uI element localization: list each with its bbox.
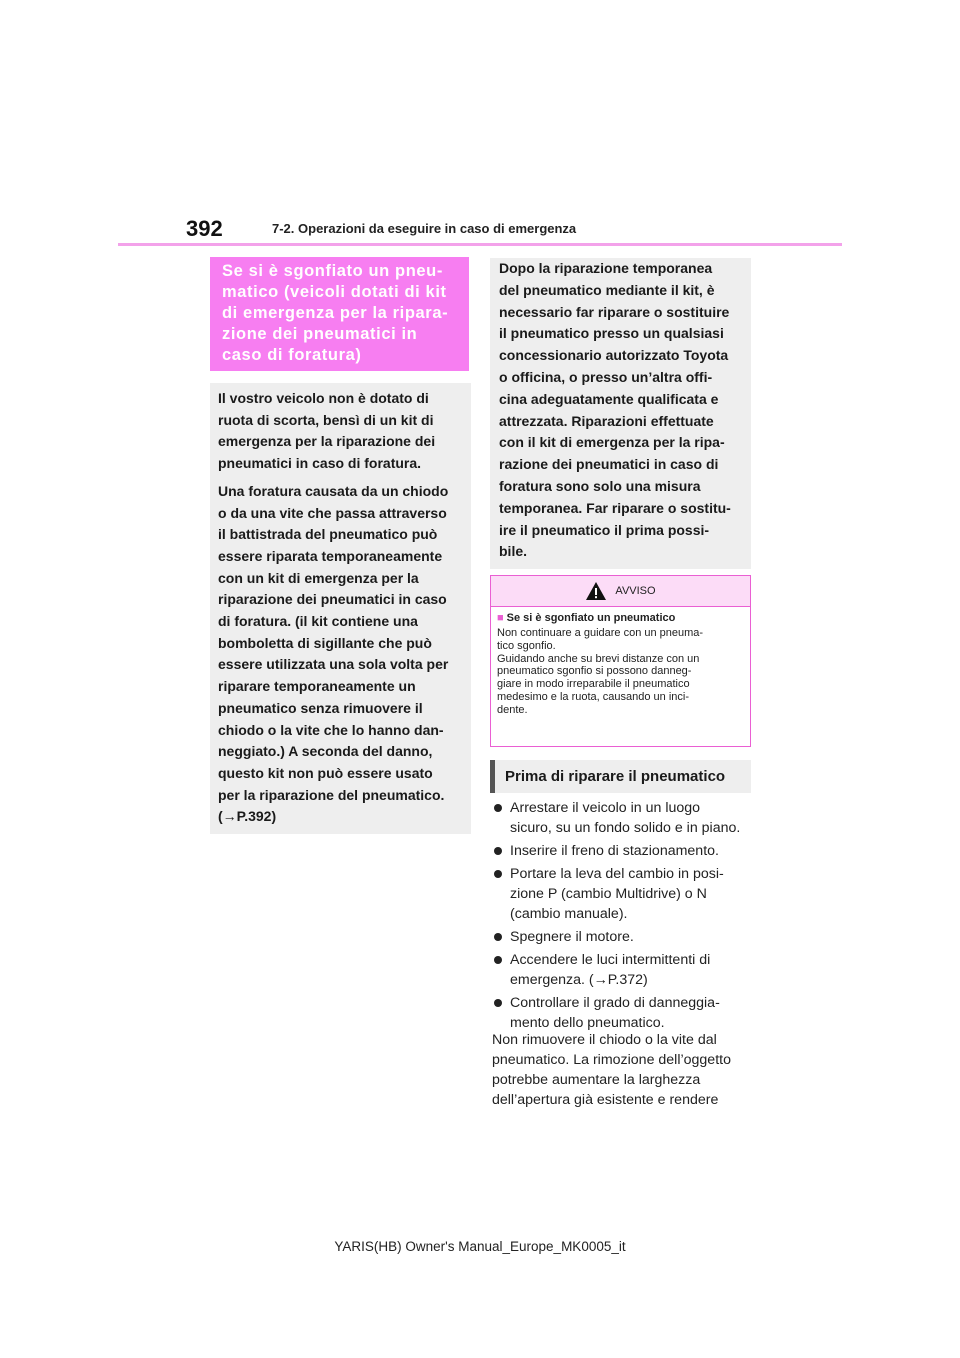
- warning-subtitle: [497, 612, 750, 624]
- bullet-dot-icon: [494, 956, 502, 964]
- list-item: Spegnere il motore.: [492, 927, 754, 947]
- intro-box: [210, 383, 471, 834]
- square-bullet-icon: ■: [497, 612, 504, 624]
- warning-header: [491, 576, 750, 607]
- footer-text: YARIS(HB) Owner's Manual_Europe_MK0005_it: [334, 1239, 626, 1254]
- warning-subtitle-text: Se si è sgonfiato un pneumatico: [506, 612, 676, 624]
- bullet-dot-icon: [494, 999, 502, 1007]
- list-item: Controllare il grado di danneggia- mento dello pneumatico.: [492, 993, 754, 1033]
- intro-paragraph: Una foratura causata da un chiodo o da una vite che passa attraverso il battistrada del pneumatico può essere riparata temporaneamente con un kit di emergenza per la riparazione dei pneumatici in caso di foratura. (il kit contiene una bomboletta di sigillante che può essere utilizzata una sola volta per riparare temporaneamente un pneumatico senza rimuovere il chiodo o la vite che lo hanno dan- neggiato.) A seconda del danno, questo kit non può essere usato per la riparazione del pneumatico. (→P.392): [218, 482, 449, 825]
- section-title: Se si è sgonfiato un pneu- matico (veicoli dotati di kit di emergenza per la ripara- zione dei pneumatici in caso di foratura): [210, 257, 469, 371]
- list-item: Accendere le luci intermittenti di emergenza. (→P.372): [492, 950, 754, 990]
- warning-label: AVVISO: [615, 585, 656, 597]
- intro-paragraph: Il vostro veicolo non è dotato di ruota di scorta, bensì di un kit di emergenza per la riparazione dei pneumatici in caso di foratura.: [218, 390, 436, 472]
- header-divider: [118, 243, 842, 246]
- list-item: Portare la leva del cambio in posi- zione P (cambio Multidrive) o N (cambio manuale).: [492, 864, 754, 924]
- bullet-dot-icon: [494, 870, 502, 878]
- warning-triangle-icon: [585, 581, 607, 601]
- section-header: 7-2. Operazioni da eseguire in caso di emergenza: [272, 221, 577, 236]
- subheading-before-repair: Prima di riparare il pneumatico: [490, 760, 751, 793]
- bullet-dot-icon: [494, 933, 502, 941]
- list-item: Inserire il freno di stazionamento.: [492, 841, 754, 861]
- warning-text: Non continuare a guidare con un pneuma- tico sgonfio. Guidando anche su brevi distanze con un pneumatico sgonfio si possono danneg- giare in modo irreparabile il pneumatico medesimo e la ruota, causando un inci- dente.: [497, 627, 704, 716]
- bullet-dot-icon: [494, 804, 502, 812]
- repair-note-box: [490, 258, 751, 569]
- page-number: 392: [186, 216, 223, 241]
- bullet-dot-icon: [494, 847, 502, 855]
- closing-paragraph: Non rimuovere il chiodo o la vite dal pneumatico. La rimozione dell’oggetto potrebbe aumentare la larghezza dell’apertura già esistente e rendere: [492, 1032, 731, 1108]
- warning-box: [490, 575, 751, 747]
- repair-note-text: Dopo la riparazione temporanea del pneumatico mediante il kit, è necessario far riparare o sostituire il pneumatico presso un qualsiasi concessionario autorizzato Toyota o officina, o presso un’altra offi- cina adeguatamente qualificata e attrezzata. Riparazioni effettuate con il kit di emergenza per la ripa- razione dei pneumatici in caso di foratura sono solo una misura temporanea. Far riparare o sostitu- ire il pneumatico il prima possi- bile.: [499, 260, 731, 560]
- list-item: Arrestare il veicolo in un luogo sicuro, su un fondo solido e in piano.: [492, 798, 754, 838]
- preparation-steps: [492, 798, 754, 1036]
